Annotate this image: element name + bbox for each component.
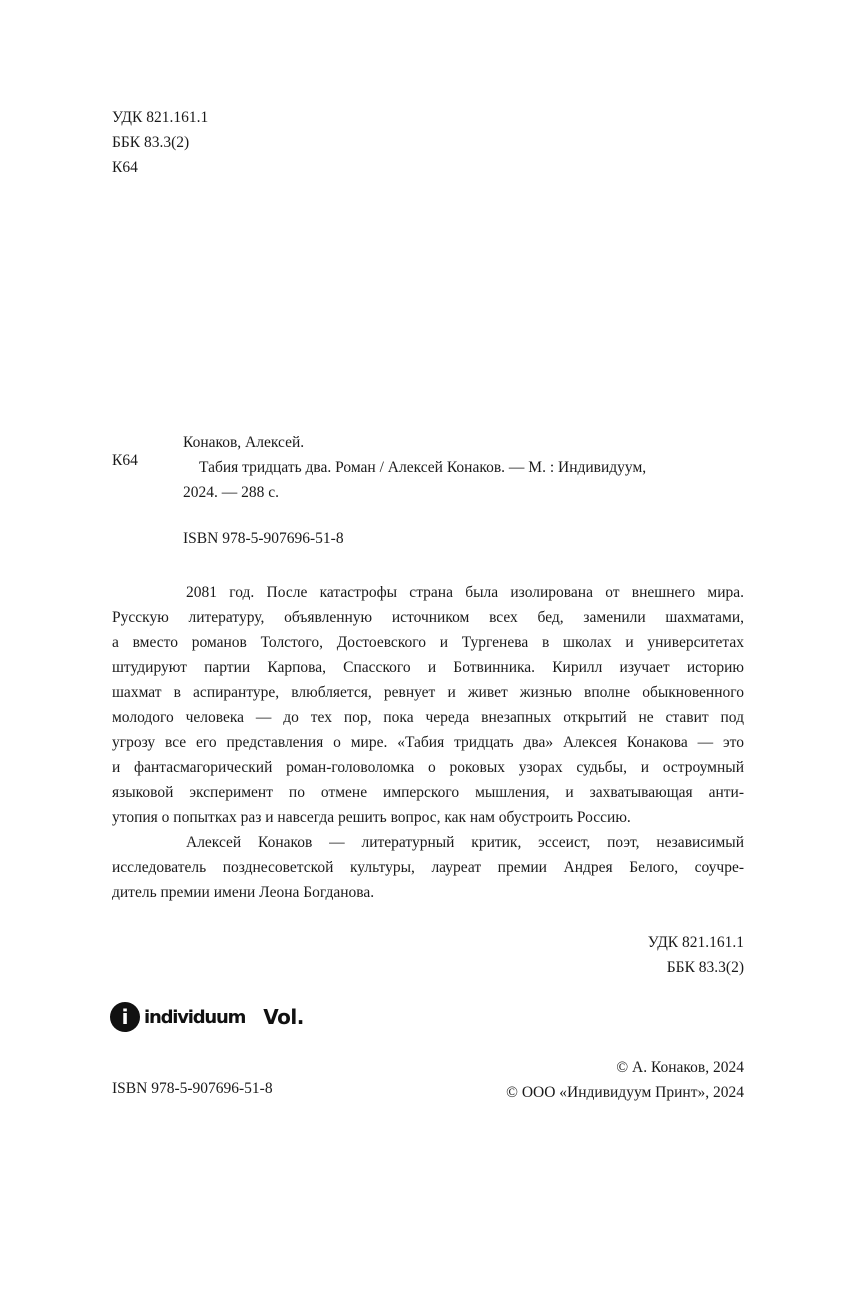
- isbn-footer: ISBN 978-5-907696-51-8: [112, 1080, 273, 1097]
- copyright-block: [506, 1055, 744, 1105]
- biblio-author-mark: К64: [112, 452, 138, 469]
- annotation-line: Русскую литературу, объявленную источником всех бед, заменили шахматами,: [112, 609, 744, 626]
- footer-classification-codes: [648, 930, 744, 980]
- annotation-line: Алексей Конаков — литературный критик, эссеист, поэт, независимый: [186, 834, 744, 851]
- udk-code: УДК 821.161.1: [112, 109, 209, 126]
- biblio-year-pages: 2024. — 288 с.: [183, 484, 280, 501]
- header-classification-codes: [112, 105, 208, 180]
- vol-imprint-logo: Vol.: [263, 1005, 304, 1029]
- annotation: [112, 580, 744, 905]
- copyright-author: © А. Конаков, 2024: [616, 1059, 744, 1076]
- annotation-line: угрозу все его представления о мире. «Табия тридцать два» Алексея Конакова — это: [112, 734, 744, 751]
- udk-code-footer: УДК 821.161.1: [647, 934, 744, 951]
- annotation-line: а вместо романов Толстого, Достоевского и Тургенева в школах и университетах: [112, 634, 744, 651]
- annotation-line: языковой эксперимент по отмене имперского мышления, и захватывающая анти-: [112, 784, 744, 801]
- annotation-line: дитель премии имени Леона Богданова.: [112, 884, 375, 901]
- copyright-publisher: © ООО «Индивидуум Принт», 2024: [506, 1084, 744, 1101]
- author-mark: К64: [112, 159, 138, 176]
- bbk-code: ББК 83.3(2): [112, 134, 190, 151]
- publisher-logos: [110, 1000, 304, 1034]
- bibliographic-record: [183, 430, 646, 505]
- annotation-line: шахмат в аспирантуре, влюбляется, ревнует и живет жизнью вполне обыкновенного: [112, 684, 744, 701]
- annotation-line: и фантасмагорический роман-головоломка о роковых узорах судьбы, и остроумный: [112, 759, 744, 776]
- biblio-isbn: ISBN 978-5-907696-51-8: [183, 530, 344, 547]
- biblio-title: Табия тридцать два. Роман / Алексей Конаков. — М. : Индивидуум,: [199, 459, 647, 476]
- biblio-author: Конаков, Алексей.: [183, 434, 305, 451]
- annotation-line: молодого человека — до тех пор, пока череда внезапных открытий не ставит под: [112, 709, 744, 726]
- annotation-line: штудируют партии Карпова, Спасского и Ботвинника. Кирилл изучает историю: [112, 659, 744, 676]
- annotation-line: 2081 год. После катастрофы страна была изолирована от внешнего мира.: [186, 584, 744, 601]
- annotation-line: утопия о попытках раз и навсегда решить вопрос, как нам обустроить Россию.: [112, 809, 631, 826]
- individuum-logo-icon: i: [110, 1002, 140, 1032]
- bbk-code-footer: ББК 83.3(2): [666, 959, 744, 976]
- individuum-wordmark: individuum: [144, 1006, 246, 1028]
- annotation-line: исследователь позднесоветской культуры, лауреат премии Андрея Белого, соучре-: [112, 859, 744, 876]
